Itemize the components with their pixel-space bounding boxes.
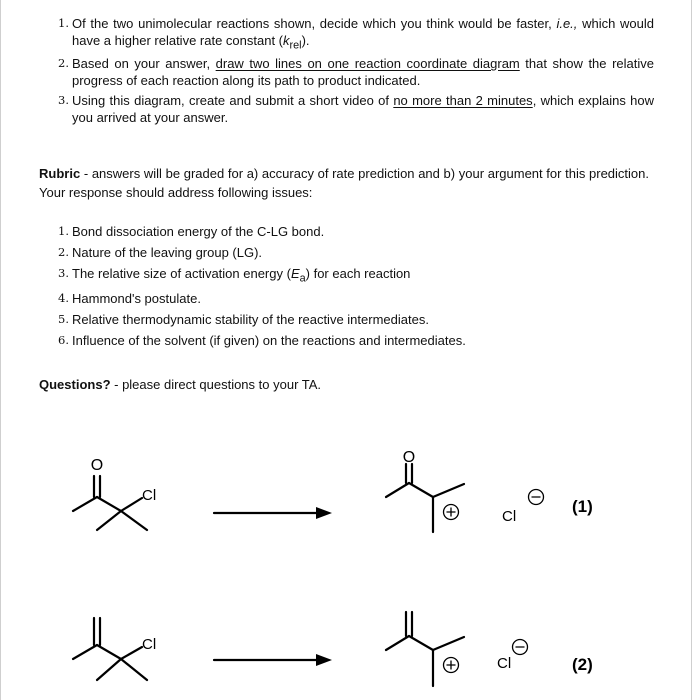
rubric-item-text: Influence of the solvent (if given) on the reactions and intermediates. <box>72 333 466 348</box>
rubric-text-part: The relative size of activation energy ( <box>72 266 291 281</box>
rate-constant-subscript: rel <box>289 39 302 52</box>
task-text-underlined: draw two lines on one reaction coordinate diagram <box>215 56 520 71</box>
rubric-number: 2. <box>58 245 69 259</box>
reactant-1-leaving-group-label: Cl <box>142 487 157 504</box>
task-text-part: Of the two unimolecular reactions shown, decide which you think would be faster, <box>72 16 557 31</box>
oxygen-label: O <box>90 457 104 474</box>
task-text-part: Based on your answer, <box>72 56 216 71</box>
rubric-item-text: Relative thermodynamic stability of the reactive intermediates. <box>72 312 429 327</box>
reaction-2-number: (2) <box>572 655 593 674</box>
questions-text: - please direct questions to your TA. <box>110 377 322 392</box>
rubric-number: 6. <box>58 333 69 347</box>
reaction-2-arrow <box>214 654 332 666</box>
activation-energy-subscript: a <box>299 272 306 285</box>
reaction-schemes <box>1 0 692 700</box>
task-text-part: that show the relative progress of each reaction along its path to product indicated. <box>72 56 654 88</box>
rubric-item-text: Nature of the leaving group (LG). <box>72 245 263 260</box>
task-text-part: ). <box>301 33 310 48</box>
rubric-number: 5. <box>58 312 69 326</box>
task-number: 1. <box>58 16 69 30</box>
rubric-text-part: ) for each reaction <box>305 266 411 281</box>
rubric-label: Rubric <box>39 166 81 181</box>
rubric-number: 3. <box>58 266 69 280</box>
rubric-item-text: Bond dissociation energy of the C-LG bond. <box>72 224 325 239</box>
product-oxygen-label: O <box>402 449 416 466</box>
task-number: 2. <box>58 56 69 70</box>
activation-energy-symbol: E <box>290 266 300 281</box>
reactant-2-structure <box>73 618 147 680</box>
product-2-structure <box>386 612 464 686</box>
reactant-2-leaving-group-label: Cl <box>142 636 157 653</box>
task-text-italic: i.e., <box>556 16 578 31</box>
task-number: 3. <box>58 93 69 107</box>
task-text-part: , which explains how you arrived at your answer. <box>72 93 655 125</box>
rubric-number: 4. <box>58 291 69 305</box>
questions-label: Questions? <box>39 377 111 392</box>
rubric-item-text: Hammond's postulate. <box>72 291 201 306</box>
product-1-structure <box>386 464 464 532</box>
anion-1-label: Cl <box>502 508 517 525</box>
task-text-part: which would have a higher relative rate constant ( <box>72 16 654 48</box>
anion-2-label: Cl <box>497 655 512 672</box>
reactant-1-structure <box>73 476 147 530</box>
rubric-number: 1. <box>58 224 69 238</box>
reaction-1-number: (1) <box>572 497 593 516</box>
rate-constant-symbol: k <box>283 33 290 48</box>
task-text-underlined: no more than 2 minutes <box>393 93 533 108</box>
task-text-part: Using this diagram, create and submit a short video of <box>72 93 394 108</box>
reaction-1-arrow <box>214 507 332 519</box>
rubric-text: - answers will be graded for a) accuracy of rate prediction and b) your argument for this prediction. Your response should address following issues: <box>39 166 649 200</box>
